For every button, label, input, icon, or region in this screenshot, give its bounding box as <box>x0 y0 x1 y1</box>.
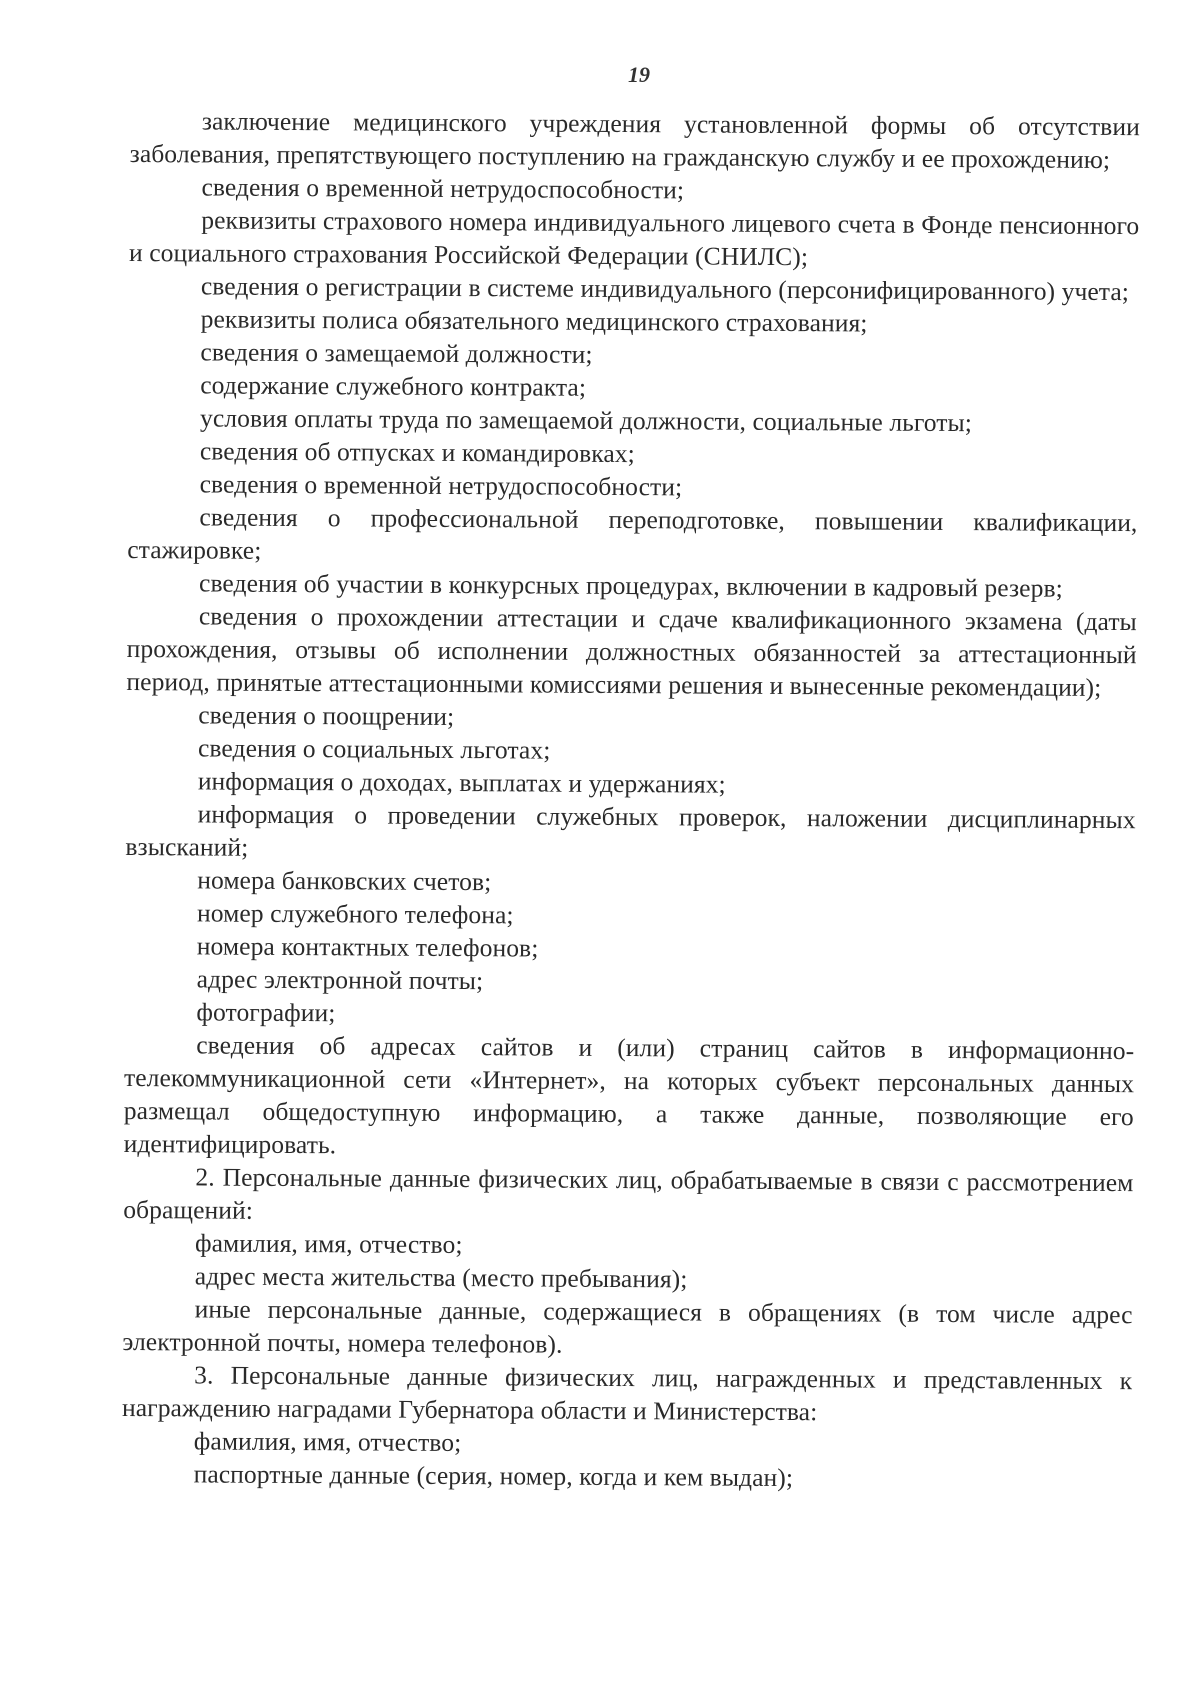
paragraph: сведения об участии в конкурсных процедурах, включении в кадровый резерв; <box>198 568 1063 603</box>
paragraph: заключение медицинского учреждения установленной формы об отсутствии заболевания, препятствующего поступлению на гражданскую службу и ее прохождению; <box>129 106 1140 174</box>
document-body <box>122 104 1140 1496</box>
paragraph: сведения о регистрации в системе индивидуального (персонифицированного) учета; <box>200 271 1130 307</box>
paragraph: адрес электронной почты; <box>196 964 484 996</box>
paragraph: реквизиты полиса обязательного медицинского страхования; <box>200 304 868 338</box>
paragraph: сведения о замещаемой должности; <box>200 337 593 369</box>
paragraph: паспортные данные (серия, номер, когда и кем выдан); <box>193 1459 794 1493</box>
paragraph: сведения об адресах сайтов и (или) страниц сайтов в информационно-телекоммуникационной сети «Интернет», на которых субъект персональных данных размещал общедоступную информацию, а также данные, позволяющие его идентифицировать. <box>123 1030 1135 1160</box>
paragraph: адрес места жительства (место пребывания); <box>194 1261 688 1294</box>
paragraph: 3. Персональные данные физических лиц, награжденных и представленных к награждению наградами Губернатора области и Министерства: <box>121 1360 1133 1427</box>
paragraph: информация о доходах, выплатах и удержаниях; <box>197 766 726 799</box>
paragraph: сведения о социальных льготах; <box>197 733 551 765</box>
paragraph: 2. Персональные данные физических лиц, обрабатываемые в связи с рассмотрением обращений: <box>123 1162 1134 1225</box>
paragraph: сведения о временной нетрудоспособности; <box>201 172 685 205</box>
paragraph: сведения о поощрении; <box>198 700 455 731</box>
paragraph: номера контактных телефонов; <box>196 931 539 963</box>
paragraph: иные персональные данные, содержащиеся в обращениях (в том числе адрес электронной почты, номера телефонов). <box>122 1294 1133 1359</box>
paragraph: сведения о профессиональной переподготовке, повышении квалификации, стажировке; <box>127 502 1138 565</box>
paragraph: информация о проведении служебных проверок, наложении дисциплинарных взысканий; <box>125 799 1136 862</box>
paragraph: фамилия, имя, отчество; <box>193 1426 462 1458</box>
page-number: 19 <box>628 62 650 87</box>
paragraph: номера банковских счетов; <box>197 865 492 897</box>
paragraph: сведения об отпусках и командировках; <box>199 436 635 469</box>
paragraph: фамилия, имя, отчество; <box>194 1228 463 1260</box>
paragraph: реквизиты страхового номера индивидуального лицевого счета в Фонде пенсионного и социального страхования Российской Федерации (СНИЛС); <box>129 205 1140 272</box>
paragraph: сведения о прохождении аттестации и сдаче квалификационного экзамена (даты прохождения, отзывы об исполнении должностных обязанностей за аттестационный период, принятые аттестационными комиссиями решения и вынесенные рекомендации); <box>126 601 1137 702</box>
paragraph: фотографии; <box>196 997 336 1028</box>
paragraph: условия оплаты труда по замещаемой должности, социальные льготы; <box>199 403 973 438</box>
paragraph: содержание служебного контракта; <box>200 370 587 402</box>
paragraph: сведения о временной нетрудоспособности; <box>199 469 683 502</box>
paragraph: номер служебного телефона; <box>196 898 514 930</box>
